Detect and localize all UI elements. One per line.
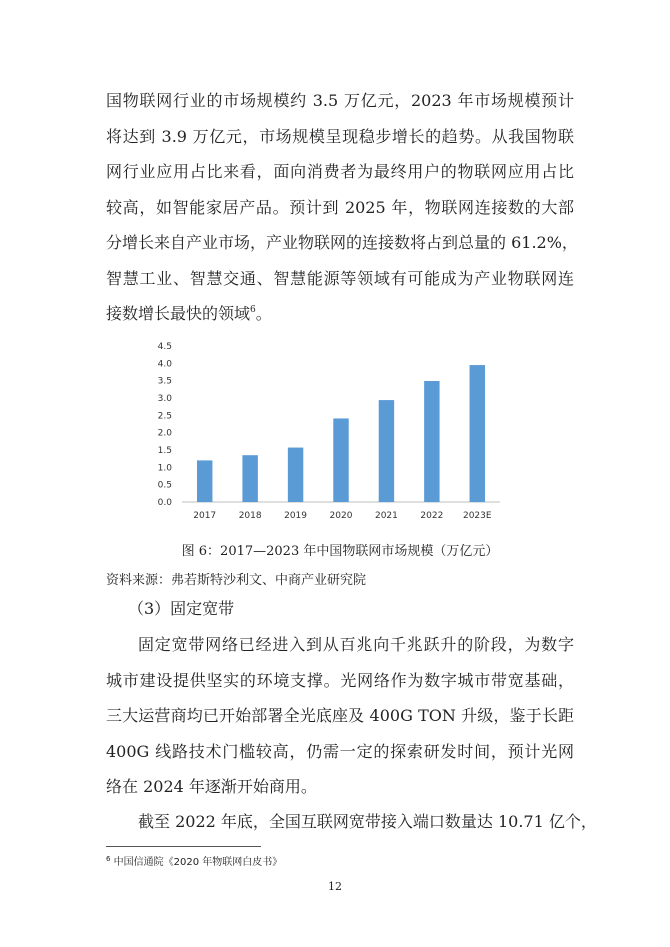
bar-2023E [470,365,485,502]
chart-y-tick-labels [158,342,173,508]
text-line: 络在 2024 年逐渐开始商用。 [106,777,317,796]
bar-2021 [379,400,394,502]
bar-2017 [197,460,212,502]
x-tick-label: 2019 [284,511,308,521]
x-tick-label: 2020 [329,511,353,521]
footnote-text: 中国信通院《2020 年物联网白皮书》 [113,857,283,868]
footnote-mark: 6 [106,855,111,863]
y-tick-label: 3.5 [157,376,172,387]
text-line: 城市建设提供坚实的环境支撑。光网络作为数字城市带宽基础， [106,670,574,690]
figure-source: 资料来源：弗若斯特沙利文、中商产业研究院 [106,573,367,588]
footnote-reference[interactable]: 6 [250,305,256,315]
y-tick-label: 0.5 [157,480,172,491]
text-line: 网行业应用占比来看，面向消费者为最终用户的物联网应用占比 [106,162,574,181]
y-tick-label: 2.5 [157,411,172,422]
section-heading: （3）固定宽带 [128,599,235,618]
iot-market-bar-chart [150,336,520,526]
bar-2022 [424,381,439,502]
text-line: 三大运营商均已开始部署全光底座及 400G TON 升级，鉴于长距 [106,706,574,725]
x-tick-label: 2021 [374,511,398,521]
bar-2019 [288,448,303,502]
text-line: 较高，如智能家居产品。预计到 2025 年，物联网连接数的大部 [106,197,574,217]
text-line: 接数增长最快的领域 [106,304,251,323]
y-tick-label: 1.0 [157,463,172,474]
text-line: 截至 2022 年底，全国互联网宽带接入端口数量达 10.71 亿个， [138,812,597,831]
paragraph-fixed-broadband [106,627,574,805]
x-tick-label: 2017 [193,511,217,521]
paragraph-broadband-ports [106,804,597,840]
chart-x-tick-labels [193,511,492,521]
footnote-divider [106,846,261,847]
text-line: 智慧工业、智慧交通、智慧能源等领域有可能成为产业物联网连 [106,268,574,288]
figure-caption: 图 6：2017—2023 年中国物联网市场规模（万亿元） [181,544,499,559]
y-tick-label: 3.0 [157,394,172,404]
sentence-end: 。 [255,304,272,323]
y-tick-label: 2.0 [157,428,172,439]
text-line: 国物联网行业的市场规模约 3.5 万亿元，2023 年市场规模预计 [106,91,574,110]
bar-2018 [242,455,257,502]
footnote [106,853,282,868]
paragraph-iot-market [106,83,578,332]
text-line-last [106,296,574,332]
y-tick-label: 0.0 [157,498,172,508]
text-line: 固定宽带网络已经进入到从百兆向千兆跃升的阶段，为数字 [138,635,574,654]
text-line: 分增长来自产业市场，产业物联网的连接数将占到总量的 61.2%， [106,233,578,252]
x-tick-label: 2018 [238,511,262,521]
y-tick-label: 4.0 [157,359,172,370]
y-tick-label: 4.5 [157,342,172,352]
y-tick-label: 1.5 [157,446,172,456]
text-line: 400G 线路技术门槛较高，仍需一定的探索研发时间，预计光网 [106,741,574,761]
bar-2020 [333,418,348,502]
x-tick-label: 2023E [462,511,492,521]
text-line: 将达到 3.9 万亿元，市场规模呈现稳步增长的趋势。从我国物联 [106,126,574,146]
x-tick-label: 2022 [420,511,444,521]
page-number: 12 [328,880,342,893]
chart-bars [197,365,485,502]
